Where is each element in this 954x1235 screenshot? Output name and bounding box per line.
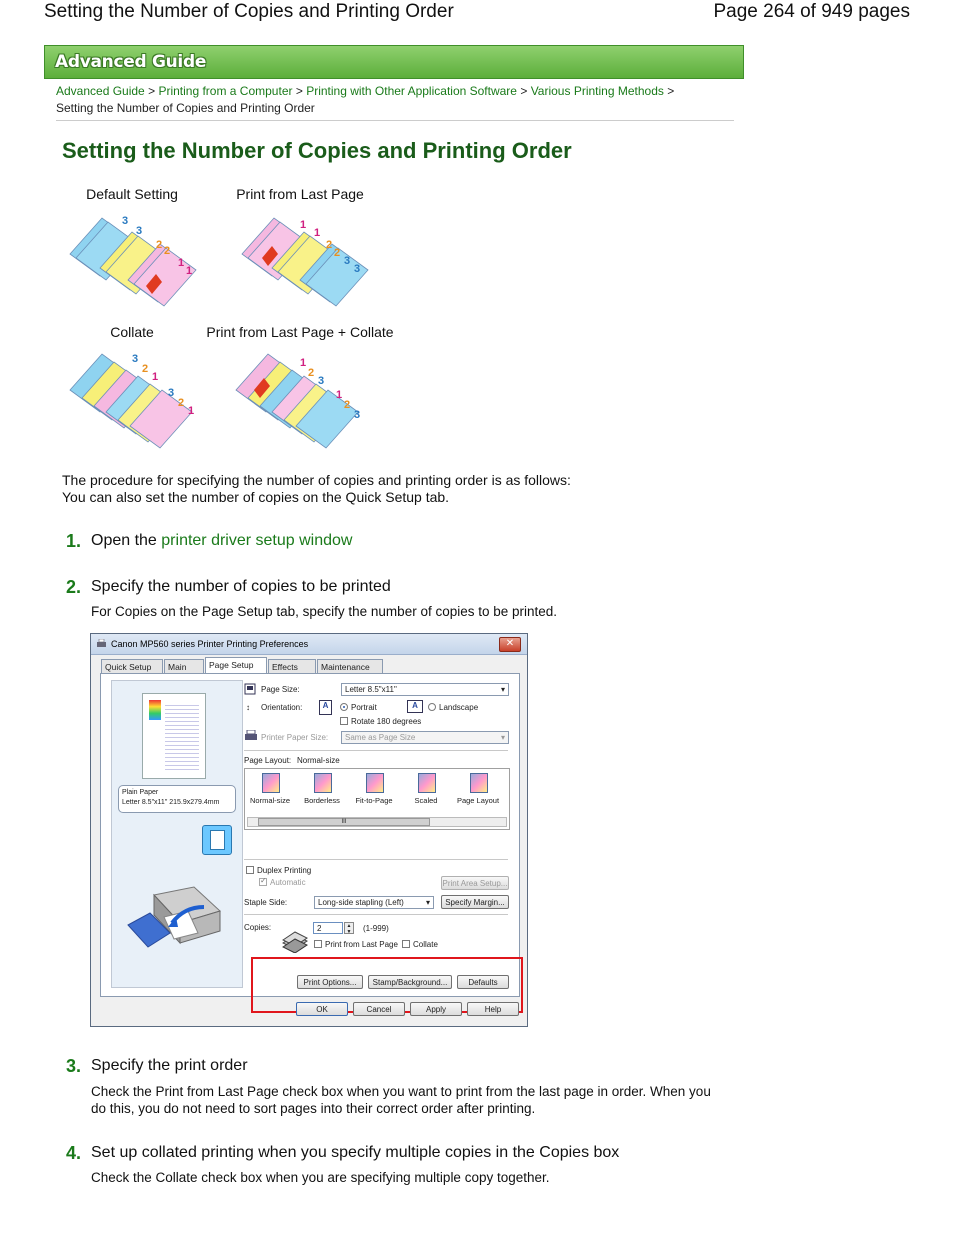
svg-text:2: 2 (334, 247, 341, 259)
svg-text:1: 1 (336, 389, 343, 401)
svg-text:1: 1 (314, 227, 321, 239)
svg-text:1: 1 (188, 405, 195, 417)
advanced-guide-banner (44, 45, 744, 79)
tab-quick-setup[interactable]: Quick Setup (101, 659, 163, 673)
layout-label-fit-to-page: Fit-to-Page (355, 796, 393, 805)
dialog-title: Canon MP560 series Printer Printing Preferences (111, 639, 309, 649)
automatic-checkbox[interactable] (259, 878, 267, 886)
preview-area (111, 680, 243, 988)
svg-text:1: 1 (178, 257, 185, 269)
step-4-text: Check the Collate check box when you are specifying multiple copy together. (91, 1170, 550, 1185)
step-2-number: 2. (66, 577, 82, 597)
step-2-text: For Copies on the Page Setup tab, specify the number of copies to be printed. (91, 604, 558, 619)
document-title-header: Setting the Number of Copies and Printing Order (44, 1, 454, 22)
layout-scrollbar-thumb[interactable]: III (258, 818, 430, 826)
print-from-last-page-illustration (238, 212, 370, 312)
tab-maintenance[interactable]: Maintenance (317, 659, 383, 673)
media-info-box (118, 785, 236, 813)
staple-side-select[interactable]: Long-side stapling (Left) ▾ (314, 896, 434, 909)
page-counter: Page 264 of 949 pages (713, 1, 910, 22)
svg-text:1: 1 (186, 265, 193, 277)
tab-main[interactable]: Main (164, 659, 204, 673)
layout-scrollbar[interactable] (247, 817, 507, 827)
orientation-preview-icon (202, 825, 232, 855)
stamp-background-button[interactable]: Stamp/Background... (368, 975, 452, 989)
collate-illustration (66, 350, 198, 452)
breadcrumb (56, 83, 736, 117)
page-size-label: Page Size: (261, 685, 300, 694)
ok-button[interactable]: OK (296, 1002, 348, 1016)
layout-label-normal-size: Normal-size (249, 796, 290, 805)
tab-effects[interactable]: Effects (268, 659, 316, 673)
svg-text:3: 3 (354, 263, 361, 275)
last-page-collate-illustration (232, 350, 366, 452)
page-setup-panel (100, 673, 520, 997)
portrait-radio[interactable] (340, 703, 348, 711)
section-divider (244, 750, 508, 751)
tab-page-setup[interactable]: Page Setup (205, 657, 267, 674)
svg-text:1: 1 (152, 371, 159, 383)
fit-to-page-layout-icon[interactable] (366, 773, 384, 793)
normal-size-layout-icon[interactable] (262, 773, 280, 793)
preview-text-lines (165, 702, 199, 770)
portrait-label: Portrait (351, 703, 377, 712)
step-3-text: Check the Print from Last Page check box when you want to print from the last page in order. When you do this, you do not need to sort pages into their correct order after printing. (91, 1084, 711, 1116)
svg-text:1: 1 (300, 357, 307, 369)
step-3-number: 3. (66, 1056, 82, 1076)
copies-stack-icon (281, 931, 311, 953)
svg-text:3: 3 (136, 225, 143, 237)
close-icon[interactable]: ✕ (499, 637, 521, 652)
rotate-180-checkbox[interactable] (340, 717, 348, 725)
svg-text:2: 2 (142, 363, 149, 375)
breadcrumb-separator: > (520, 84, 528, 98)
printer-paper-size-label: Printer Paper Size: (261, 733, 329, 742)
copies-range: (1-999) (363, 924, 389, 933)
svg-text:3: 3 (168, 387, 175, 399)
layout-label-scaled: Scaled (414, 796, 438, 805)
default-setting-illustration (66, 212, 198, 312)
svg-text:2: 2 (156, 239, 163, 251)
help-button[interactable]: Help (467, 1002, 519, 1016)
printer-paper-size-icon (244, 730, 258, 742)
svg-text:1: 1 (300, 219, 307, 231)
staple-side-label: Staple Side: (244, 898, 288, 907)
svg-text:2: 2 (308, 367, 315, 379)
landscape-label: Landscape (439, 703, 479, 712)
orientation-bullet-icon: ↕ (246, 703, 250, 712)
banner-label: Advanced Guide (55, 52, 207, 72)
section-divider (244, 859, 508, 860)
svg-text:2: 2 (326, 239, 333, 251)
svg-text:3: 3 (354, 409, 361, 421)
printer-illustration-icon (124, 877, 224, 959)
svg-text:2: 2 (178, 397, 185, 409)
page-preview (142, 693, 206, 779)
caption-last-page-collate: Print from Last Page + Collate (206, 324, 394, 340)
print-from-last-page-checkbox[interactable] (314, 940, 322, 948)
breadcrumb-separator: > (148, 84, 156, 98)
page-layout-label: Page Layout: (244, 756, 292, 765)
layout-label-page-layout: Page Layout (456, 796, 500, 805)
intro-line-1: The procedure for specifying the number of copies and printing order is as follows: (62, 472, 571, 488)
breadcrumb-link-various-printing-methods[interactable]: Various Printing Methods (530, 84, 664, 98)
layout-label-borderless: Borderless (304, 796, 340, 805)
breadcrumb-separator: > (295, 84, 303, 98)
printer-paper-size-select[interactable]: Same as Page Size ▾ (341, 731, 509, 744)
rotate-180-label: Rotate 180 degrees (351, 717, 422, 726)
breadcrumb-link-advanced-guide[interactable]: Advanced Guide (56, 84, 145, 98)
svg-text:3: 3 (318, 375, 325, 387)
step-1-title (91, 532, 352, 550)
svg-text:2: 2 (344, 399, 351, 411)
page-layout-layout-icon[interactable] (470, 773, 488, 793)
automatic-label: Automatic (270, 878, 306, 887)
printer-icon (96, 639, 107, 649)
step-4-title: Set up collated printing when you specify multiple copies in the Copies box (91, 1144, 620, 1161)
borderless-layout-icon[interactable] (314, 773, 332, 793)
caption-collate: Collate (110, 324, 154, 340)
copies-spinner[interactable]: ▲ ▼ (344, 922, 354, 934)
breadcrumb-link-other-application-software[interactable]: Printing with Other Application Software (306, 84, 517, 98)
print-area-setup-button[interactable]: Print Area Setup... (441, 876, 509, 890)
collate-label: Collate (413, 940, 438, 949)
page-size-select[interactable]: Letter 8.5"x11" ▾ (341, 683, 509, 696)
page-layout-value: Normal-size (297, 756, 340, 765)
svg-text:3: 3 (344, 255, 351, 267)
step-1-title-prefix: Open the (91, 532, 162, 549)
specify-margin-button[interactable]: Specify Margin... (441, 895, 509, 909)
svg-text:3: 3 (132, 353, 139, 365)
caption-default-setting: Default Setting (86, 186, 178, 202)
printer-driver-setup-link[interactable]: printer driver setup window (161, 532, 353, 549)
landscape-icon: A (407, 700, 423, 713)
orientation-label: Orientation: (261, 703, 303, 712)
duplex-printing-label: Duplex Printing (257, 866, 312, 875)
copies-input[interactable]: 2 (313, 922, 343, 934)
step-4-number: 4. (66, 1143, 82, 1163)
breadcrumb-link-printing-from-computer[interactable]: Printing from a Computer (158, 84, 293, 98)
step-2-title: Specify the number of copies to be printed (91, 578, 391, 595)
intro-line-2: You can also set the number of copies on the Quick Setup tab. (62, 489, 450, 505)
svg-text:2: 2 (164, 245, 171, 257)
cancel-button[interactable]: Cancel (353, 1002, 405, 1016)
collate-checkbox[interactable] (402, 940, 410, 948)
section-divider (244, 914, 508, 915)
copies-label: Copies: (244, 923, 272, 932)
printing-preferences-dialog (90, 633, 528, 1027)
step-3-title: Specify the print order (91, 1057, 248, 1074)
dialog-titlebar (91, 634, 527, 655)
preview-thumbnail (149, 700, 161, 720)
landscape-radio[interactable] (428, 703, 436, 711)
page-size-icon (244, 683, 256, 695)
breadcrumb-divider (56, 120, 734, 121)
page-layout-list[interactable] (244, 768, 510, 830)
print-from-last-page-label: Print from Last Page (325, 940, 398, 949)
media-type-text: Plain Paper (122, 789, 159, 796)
apply-button[interactable]: Apply (410, 1002, 462, 1016)
portrait-icon: A (319, 700, 332, 715)
step-1-number: 1. (66, 531, 82, 551)
breadcrumb-separator: > (667, 84, 675, 98)
scaled-layout-icon[interactable] (418, 773, 436, 793)
duplex-printing-checkbox[interactable] (246, 866, 254, 874)
print-options-button[interactable]: Print Options... (297, 975, 363, 989)
media-size-text: Letter 8.5"x11" 215.9x279.4mm (122, 799, 220, 806)
page-title: Setting the Number of Copies and Printing Order (62, 138, 572, 163)
svg-text:3: 3 (122, 215, 129, 227)
caption-print-from-last-page: Print from Last Page (236, 186, 364, 202)
breadcrumb-current: Setting the Number of Copies and Printing Order (56, 101, 315, 115)
defaults-button[interactable]: Defaults (457, 975, 509, 989)
